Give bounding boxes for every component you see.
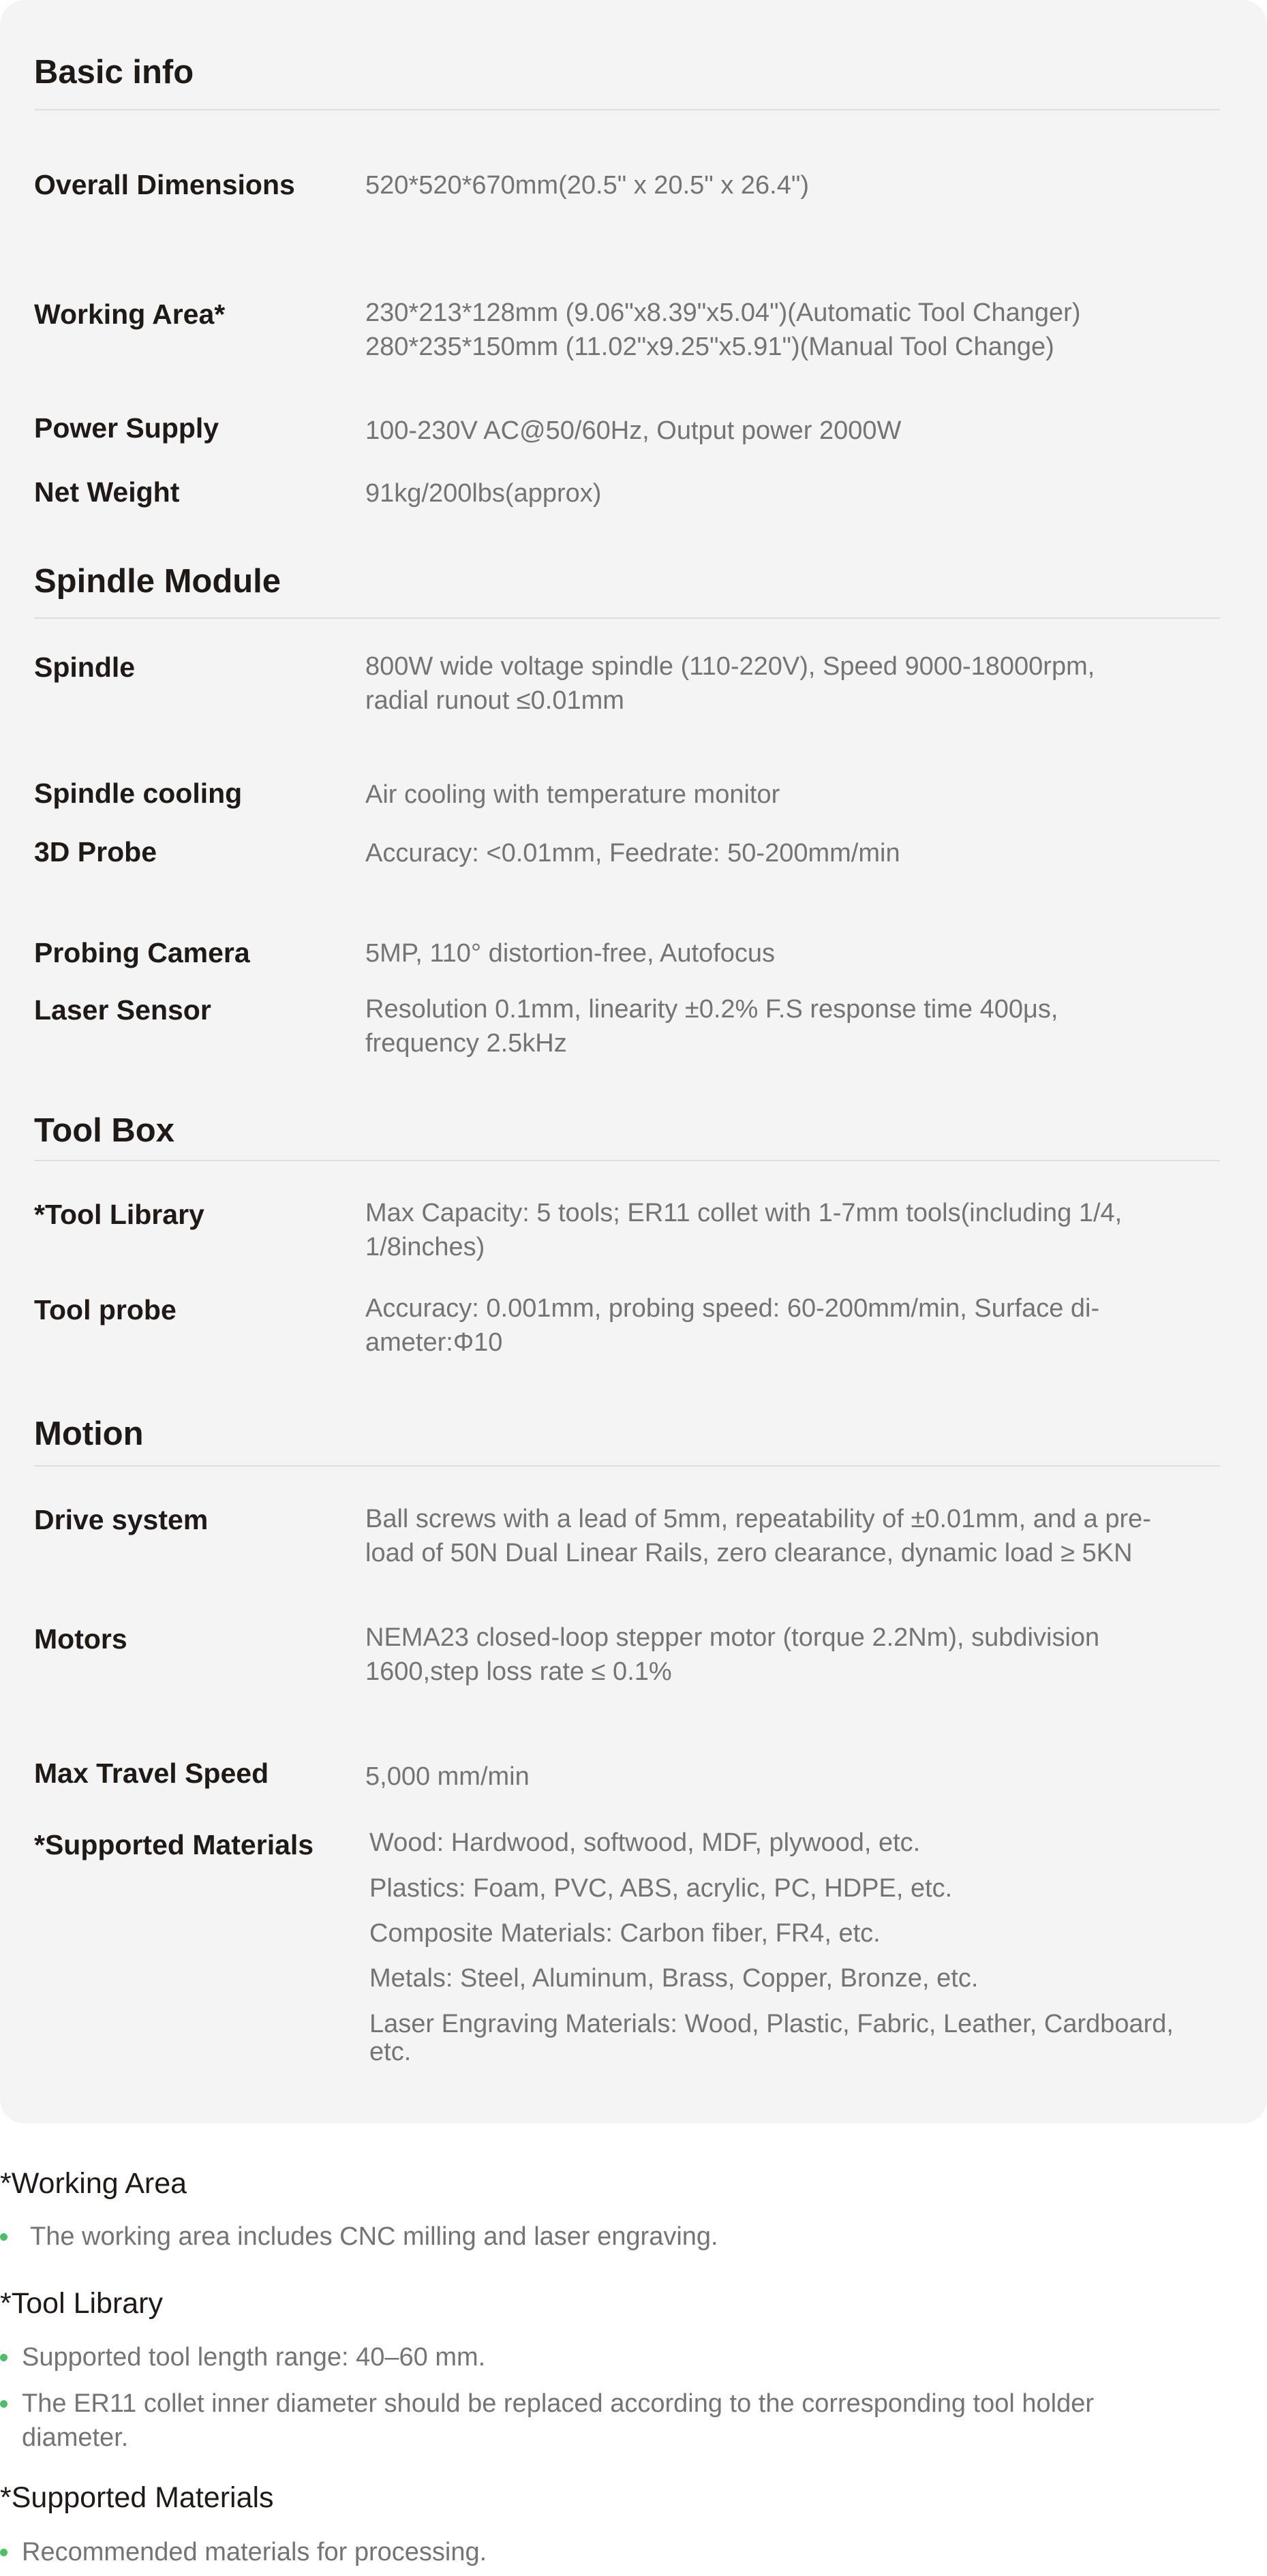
bullet-icon: [0, 2354, 7, 2361]
section-divider: [34, 109, 1220, 110]
value-line: load of 50N Dual Linear Rails, zero clearance, dynamic load ≥ 5KN: [365, 1539, 1133, 1567]
note-heading-tool-library: *Tool Library: [0, 2287, 163, 2320]
material-item: etc.: [369, 2038, 412, 2066]
bullet-icon: [0, 2549, 7, 2556]
value-laser-sensor: [365, 992, 1220, 1060]
note-text: Supported tool length range: 40–60 mm.: [22, 2343, 486, 2372]
value-tool-probe: [365, 1291, 1220, 1360]
label-motors: Motors: [34, 1623, 127, 1655]
value-line: Max Capacity: 5 tools; ER11 collet with 1-7mm tools(including 1/4,: [365, 1199, 1123, 1227]
label-spindle-cooling: Spindle cooling: [34, 778, 243, 809]
section-title-spindle-module: Spindle Module: [34, 563, 281, 600]
value-spindle: [365, 649, 1220, 718]
value-probing-camera: 5MP, 110° distortion-free, Autofocus: [365, 939, 776, 968]
bullet-icon: [0, 2233, 7, 2241]
note-text: The ER11 collet inner diameter should be replaced according to the corresponding tool holder: [22, 2389, 1095, 2418]
value-drive-system: [365, 1502, 1220, 1570]
value-line: radial runout ≤0.01mm: [365, 686, 624, 715]
value-motors: [365, 1621, 1220, 1689]
material-item: Metals: Steel, Aluminum, Brass, Copper, Bronze, etc.: [369, 1964, 979, 1993]
supported-materials-list: [369, 1826, 1221, 2068]
material-item: Plastics: Foam, PVC, ABS, acrylic, PC, HDPE, etc.: [369, 1874, 953, 1903]
value-working-area: [365, 296, 1220, 364]
label-spindle: Spindle: [34, 651, 136, 683]
label-working-area: Working Area*: [34, 298, 226, 330]
value-spindle-cooling: Air cooling with temperature monitor: [365, 780, 780, 809]
label-drive-system: Drive system: [34, 1504, 209, 1535]
value-line: Resolution 0.1mm, linearity ±0.2% F.S response time 400μs,: [365, 995, 1058, 1024]
label-overall-dimensions: Overall Dimensions: [34, 169, 295, 200]
note-heading-supported-materials: *Supported Materials: [0, 2481, 274, 2514]
value-line: NEMA23 closed-loop stepper motor (torque 2.2Nm), subdivision: [365, 1623, 1100, 1652]
note-text: The working area includes CNC milling and laser engraving.: [30, 2222, 718, 2251]
value-3d-probe: Accuracy: <0.01mm, Feedrate: 50-200mm/min: [365, 839, 900, 868]
section-title-tool-box: Tool Box: [34, 1112, 174, 1149]
value-line: 280*235*150mm (11.02"x9.25"x5.91")(Manual Tool Change): [365, 333, 1054, 361]
value-line: Ball screws with a lead of 5mm, repeatability of ±0.01mm, and a pre-: [365, 1505, 1151, 1533]
value-overall-dimensions: 520*520*670mm(20.5" x 20.5" x 26.4"): [365, 171, 809, 200]
value-line: 800W wide voltage spindle (110-220V), Speed 9000-18000rpm,: [365, 652, 1095, 681]
section-divider: [34, 617, 1220, 619]
section-title-basic-info: Basic info: [34, 54, 194, 91]
bullet-icon: [0, 2400, 7, 2408]
material-item: Wood: Hardwood, softwood, MDF, plywood, etc.: [369, 1828, 921, 1857]
label-tool-probe: Tool probe: [34, 1294, 177, 1325]
label-3d-probe: 3D Probe: [34, 836, 157, 868]
label-probing-camera: Probing Camera: [34, 937, 250, 968]
label-max-travel-speed: Max Travel Speed: [34, 1758, 269, 1789]
value-line: 1600,step loss rate ≤ 0.1%: [365, 1657, 672, 1686]
value-power-supply: 100-230V AC@50/60Hz, Output power 2000W: [365, 416, 902, 445]
label-laser-sensor: Laser Sensor: [34, 994, 211, 1026]
note-heading-working-area: *Working Area: [0, 2167, 187, 2200]
value-net-weight: 91kg/200lbs(approx): [365, 479, 602, 508]
section-divider: [34, 1160, 1220, 1161]
note-text: Recommended materials for processing.: [22, 2538, 487, 2566]
label-tool-library: *Tool Library: [34, 1199, 204, 1230]
material-item: Laser Engraving Materials: Wood, Plastic, Fabric, Leather, Cardboard,: [369, 2010, 1174, 2038]
note-text: diameter.: [22, 2423, 129, 2452]
value-line: 230*213*128mm (9.06"x8.39"x5.04")(Automatic Tool Changer): [365, 298, 1081, 327]
value-line: Accuracy: 0.001mm, probing speed: 60-200mm/min, Surface di-: [365, 1294, 1100, 1323]
label-net-weight: Net Weight: [34, 476, 180, 508]
value-line: ameter:Φ10: [365, 1328, 503, 1357]
material-item: Composite Materials: Carbon fiber, FR4, etc.: [369, 1919, 881, 1948]
label-power-supply: Power Supply: [34, 412, 219, 444]
value-max-travel-speed: 5,000 mm/min: [365, 1762, 530, 1791]
section-divider: [34, 1465, 1220, 1467]
label-supported-materials: *Supported Materials: [34, 1829, 314, 1860]
section-title-motion: Motion: [34, 1415, 144, 1452]
value-tool-library: [365, 1196, 1220, 1264]
value-line: frequency 2.5kHz: [365, 1029, 567, 1058]
value-line: 1/8inches): [365, 1233, 485, 1261]
